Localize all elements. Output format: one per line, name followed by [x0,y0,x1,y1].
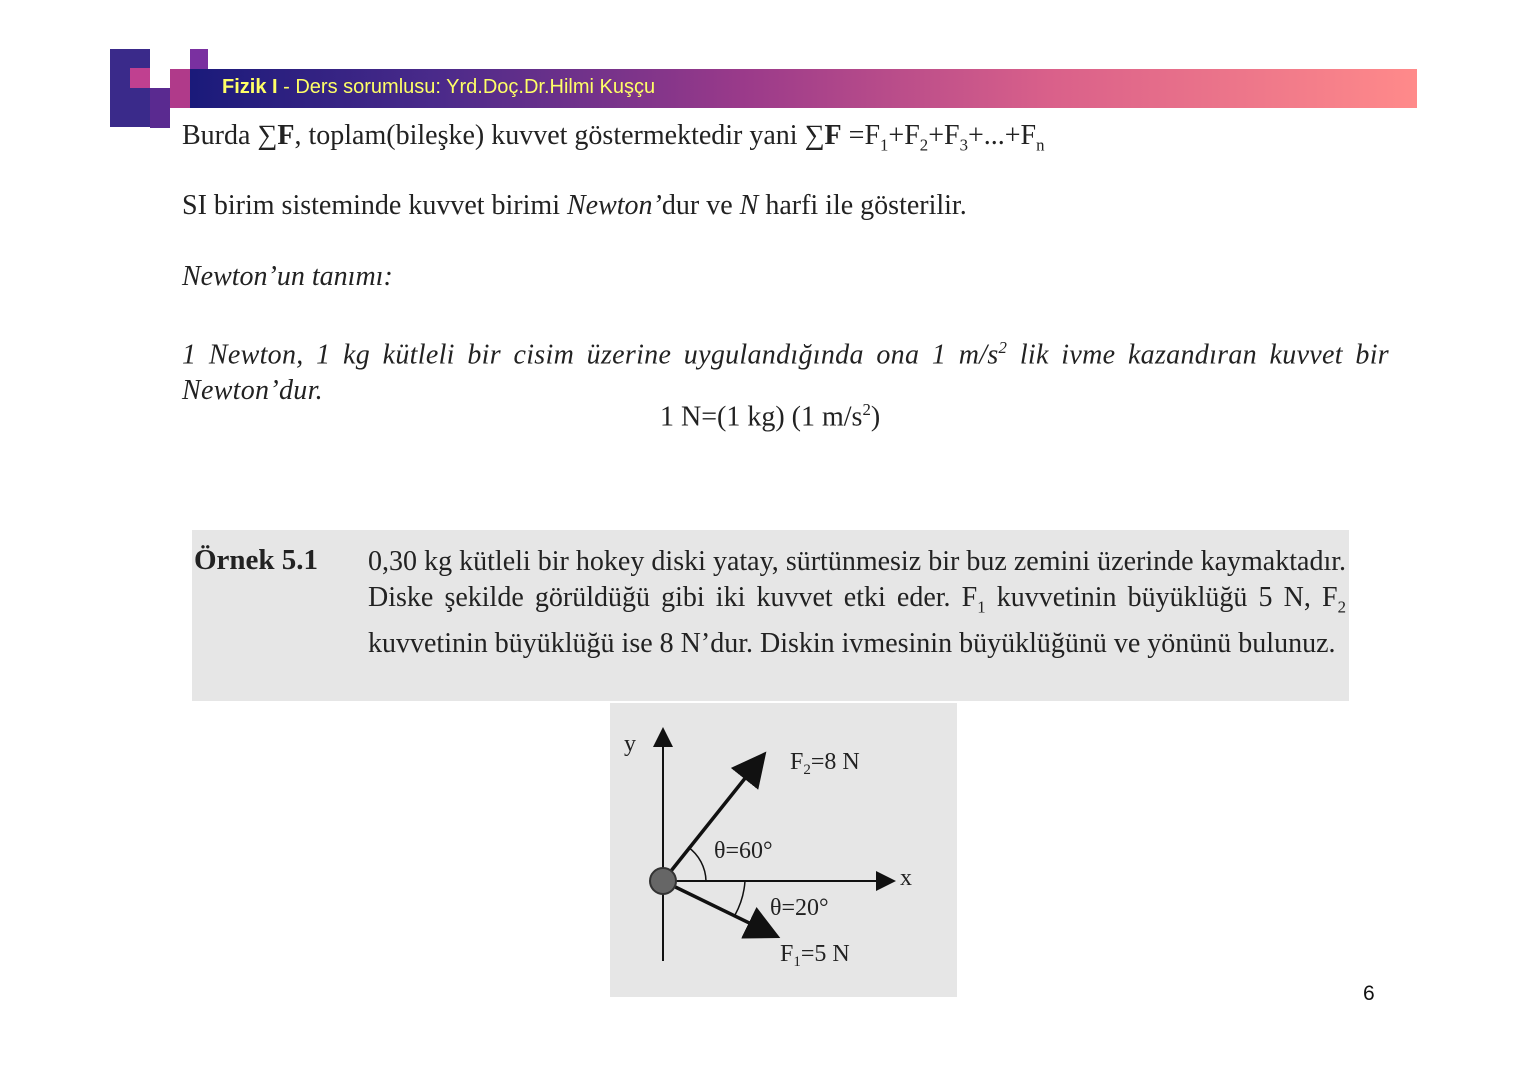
theta2-label: θ=20° [770,895,829,921]
header-banner [190,69,1417,108]
example-label: Örnek 5.1 [194,544,319,576]
f1-arrow [663,881,774,935]
force-diagram [610,703,957,997]
x-label: x [900,865,912,891]
newton-definition: 1 Newton, 1 kg kütleli bir cisim üzerine uygulandığında ona 1 $m/s^2$ lik ivme kazandıran kuvvet bir Newton’dur. [182,338,1389,407]
example-box [192,530,1349,701]
theta2-arc [735,881,745,915]
f2-label: $F_2=8$ N [790,749,860,778]
header-title: Fizik I - Ders sorumlusu: Yrd.Doç.Dr.Hilmi Kuşçu [222,76,656,98]
definition-heading: Newton’un tanımı: [182,261,393,292]
theta1-arc [688,847,706,881]
f1-label: $F_1=5$ N [780,941,850,970]
si-unit-line: SI birim sisteminde kuvvet birimi Newton’dur ve N harfi ile gösterilir. [182,190,967,221]
theta1-label: θ=60° [714,838,773,864]
newton-formula: 1 N=(1 kg) (1 $m/s^2$) [660,400,881,433]
example-text: 0,30 kg kütleli bir hokey diski yatay, sürtünmesiz bir buz zemini üzerinde kaymaktadır. Diske şekilde görüldüğü gibi iki kuvvet etki eder. $F_1$ kuvvetinin büyüklüğü 5 N, $F_2$ kuvvetinin büyüklüğü ise 8 N’dur. Diskin ivmesinin büyüklüğünü ve yönünü bulunuz. [368,546,1346,659]
y-label: y [624,731,636,757]
puck [650,868,676,894]
page-number: 6 [1363,982,1375,1005]
sum-force-line: Burda ∑F, toplam(bileşke) kuvvet göstermektedir yani $\sum F =F_1+F_2+F_3+...+F_n$ [182,120,1045,155]
